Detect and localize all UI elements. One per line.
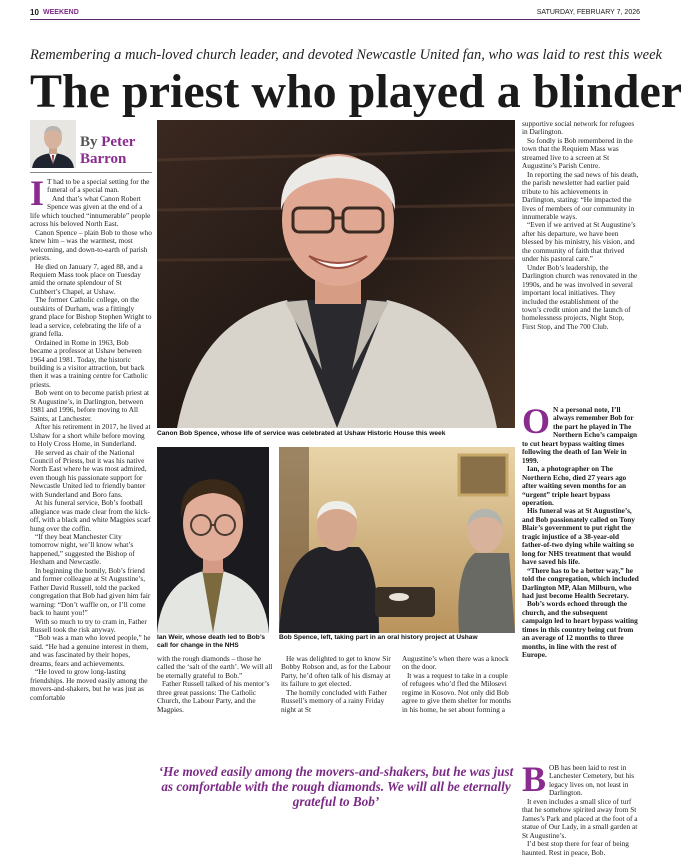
article-column-5-top <box>522 120 639 402</box>
strapline: Remembering a much-loved church leader, and devoted Newcastle United fan, who was laid to rest this week <box>30 47 662 63</box>
article-paragraph <box>30 499 152 533</box>
paragraph-text: Father Russell talked of his mentor’s three great passions: The Catholic Church, the Labour Party, and the Magpies. <box>157 679 270 714</box>
paragraph-text: Bob’s words echoed through the church, and the subsequent campaign led to heart bypass waiting times in this country being cut from an average of 12 months to three months, in line with the rest of Europe. <box>522 599 638 660</box>
paragraph-text: “He loved to grow long-lasting friendships. He moved easily among the movers-and-shakers, but he was just as comfortable <box>30 667 148 702</box>
article-paragraph <box>281 655 396 689</box>
paragraph-text: So fondly is Bob remembered in the town that the Requiem Mass was streamed live to a screen at St Augustine’s Parish Centre. <box>522 135 633 171</box>
byline-divider <box>30 172 152 173</box>
author-first-name: Peter <box>101 134 136 150</box>
article-paragraph <box>522 465 639 507</box>
author-avatar <box>30 120 76 168</box>
article-paragraph <box>30 229 152 263</box>
paragraph-text: Canon Spence – plain Bob to those who knew him – was the warmest, most welcoming, and down-to-earth of parish priests. <box>30 227 152 263</box>
issue-date: SATURDAY, FEBRUARY 7, 2026 <box>536 9 640 16</box>
section-label: WEEKEND <box>43 9 79 16</box>
article-paragraph <box>30 668 152 702</box>
article-paragraph <box>522 120 639 137</box>
paragraph-text: N a personal note, I’ll always remember Bob for the part he played in The Northern Echo’s campaign to cut heart bypass waiting times following the death of Ian Weir in 1999. <box>522 405 638 465</box>
article-paragraph <box>522 840 639 857</box>
paragraph-text: It was a request to take in a couple of refugees who’d fled the Milosevi regime in Kosovo. Not only did Bob agree to give them shelter for months in his home, he set about forming a <box>402 670 512 714</box>
main-photo <box>157 120 515 428</box>
article-paragraph <box>30 389 152 423</box>
article-paragraph <box>522 171 639 222</box>
paragraph-text: It even includes a small slice of turf that he somehow spirited away from St James’s Park and placed at the foot of a statue of Our Lady, in a small garden at St Augustine’s. <box>522 796 638 840</box>
paragraph-text: Augustine’s when there was a knock on the door. <box>402 654 509 672</box>
article-paragraph <box>30 339 152 390</box>
article-paragraph <box>522 137 639 171</box>
article-paragraph <box>30 618 152 635</box>
weir-portrait-image <box>157 447 269 633</box>
drop-cap: B <box>522 759 547 799</box>
article-paragraph <box>30 263 152 297</box>
paragraph-text: And that’s what Canon Robert Spence was given at the end of a life which touched “innumerable” people across his beloved North East. <box>30 193 151 229</box>
paragraph-text: In reporting the sad news of his death, the parish newsletter had earlier paid tribute to his achievements in Darlington, stating: “He impacted the lives of members of our community in innumerable ways. <box>522 169 639 221</box>
paragraph-text: with the rough diamonds – those he called the ‘salt of the earth’. We will all be eternally grateful to Bob.” <box>157 654 273 680</box>
paragraph-text: The former Catholic college, on the outskirts of Durham, was a fittingly grand place for Bishop Stephen Wright to lead a service, celebrating the life of a grand fella. <box>30 295 152 339</box>
article-column-5-legacy <box>522 759 639 857</box>
oral-history-image <box>279 447 515 633</box>
pull-quote: ‘He moved easily among the movers-and-shakers, but he was just as comfortable with the rough diamonds. We will all be eternally grateful to Bob’ <box>158 764 514 809</box>
paragraph-text: With so much to try to cram in, Father Russell took the risk anyway. <box>30 616 147 635</box>
paragraph-text: His funeral was at St Augustine’s, and Bob passionately called on Tony Blair’s government to put right the tragic injustice of a 38-year-old father-of-two dying while waiting so long for NHS treatment that would have saved his life. <box>522 506 635 567</box>
main-photo-caption: Canon Bob Spence, whose life of service was celebrated at Ushaw Historic House this week <box>157 430 446 437</box>
byline-by <box>80 134 135 150</box>
article-paragraph <box>30 449 152 500</box>
paragraph-text: The homily concluded with Father Russell’s memory of a rainy Friday night at St <box>281 687 387 714</box>
paragraph-text: I’d best stop there for fear of being haunted. Rest in peace, Bob. <box>522 839 629 857</box>
drop-cap: I <box>30 173 45 213</box>
article-paragraph <box>522 798 639 840</box>
headline: The priest who played a blinder <box>30 65 682 118</box>
portrait-image <box>157 120 515 428</box>
paragraph-text: “There has to be a better way,” he told the congregation, which included Darlington MP, Alan Milburn, who had just become Health Secretary. <box>522 565 639 600</box>
article-paragraph <box>522 264 639 332</box>
oral-history-photo-caption: Bob Spence, left, taking part in an oral history project at Ushaw <box>279 634 478 641</box>
paragraph-text: At his funeral service, Bob’s football allegiance was made clear from the kick-off, with a black and white Magpies scarf hung over the coffin. <box>30 498 152 533</box>
drop-cap: O <box>522 401 551 441</box>
paragraph-text: T had to be a special setting for the funeral of a special man. <box>47 177 150 195</box>
article-paragraph <box>522 759 639 799</box>
article-column-2 <box>157 655 274 747</box>
article-paragraph <box>30 533 152 567</box>
article-paragraph <box>522 221 639 263</box>
article-paragraph <box>522 507 639 566</box>
paragraph-text: OB has been laid to rest in Lanchester Cemetery, but his legacy lives on, not least in Darlington. <box>549 763 635 798</box>
article-paragraph <box>522 567 639 601</box>
article-column-4 <box>402 655 515 747</box>
article-paragraph <box>402 655 515 672</box>
weir-photo-caption: Ian Weir, whose death led to Bob’s call for change in the NHS <box>157 634 266 649</box>
article-paragraph <box>157 655 274 680</box>
paragraph-text: supportive social network for refugees in Darlington. <box>522 119 635 137</box>
paragraph-text: Under Bob’s leadership, the Darlington church was renovated in the 1990s, and he was involved in several important local initiatives. They included the establishment of the town’s credit union and the launch of homelessness projects, Night Stop, First Stop, and The 700 Club. <box>522 262 638 331</box>
article-paragraph <box>30 634 152 668</box>
paragraph-text: Bob went on to become parish priest at St Augustine’s, in Darlington, between 1981 and 1996, before moving to All Saints, at Lanchester. <box>30 388 150 423</box>
paragraph-text: “Even if we arrived at St Augustine’s after his departure, we have been blessed by his ministry, his vision, and the community of faith that thrived under his pastoral care.” <box>522 220 636 264</box>
weir-photo <box>157 447 269 633</box>
article-paragraph <box>30 296 152 338</box>
article-column-3 <box>281 655 396 747</box>
article-paragraph <box>522 600 639 659</box>
article-paragraph <box>281 689 396 714</box>
page-folio <box>30 6 640 20</box>
author-last-name: Barron <box>80 151 127 167</box>
article-paragraph <box>157 680 274 714</box>
paragraph-text: After his retirement in 2017, he lived at Ushaw for a short while before moving to Holy Cross Home, in Sunderland. <box>30 422 151 449</box>
page-number: 10 <box>30 8 39 17</box>
article-paragraph <box>30 423 152 448</box>
paragraph-text: He served as chair of the National Council of Priests, but it was his native North East where he was most admired, even though his passionate support for Newcastle United led to friendly banter with Sunderland and Boro fans. <box>30 447 147 499</box>
article-column-1 <box>30 173 152 818</box>
oral-history-photo <box>279 447 515 633</box>
article-paragraph <box>30 195 152 229</box>
paragraph-text: Ordained in Rome in 1963, Bob became a professor at Ushaw between 1964 and 1981. Today, the historic building is a visitor attraction, but back then it was a training centre for Catholic priests. <box>30 337 148 389</box>
paragraph-text: In beginning the homily, Bob’s friend and former colleague at St Augustine’s, Father David Russell, told the packed congregation that Bob had given him fair warning: “Don’t waffle on, or I’ll come back to haunt you!” <box>30 565 151 618</box>
paragraph-text: He was delighted to get to know Sir Bobby Robson and, as for the Labour Party, he’d often talk of his dismay at its failure to get elected. <box>281 654 391 689</box>
byline <box>30 120 152 170</box>
paragraph-text: “If they beat Manchester City tomorrow night, we’ll know what’s happened,” suggested the Bishop of Hexham and Newcastle. <box>30 532 135 567</box>
article-paragraph <box>522 401 639 465</box>
paragraph-text: “Bob was a man who loved people,” he said. “He had a genuine interest in them, and was fascinated by their hopes, dreams, fears and achievements. <box>30 633 151 668</box>
article-paragraph <box>402 672 515 714</box>
byline-prefix: By <box>80 134 98 150</box>
paragraph-text: He died on January 7, aged 88, and a Requiem Mass took place on Tuesday amid the ornate splendour of St Cuthbert’s Chapel, at Ushaw. <box>30 261 143 296</box>
article-paragraph <box>30 567 152 618</box>
article-column-5-campaign <box>522 401 639 754</box>
paragraph-text: Ian, a photographer on The Northern Echo, died 27 years ago after waiting seven months for an “urgent” triple heart bypass operation. <box>522 464 627 507</box>
